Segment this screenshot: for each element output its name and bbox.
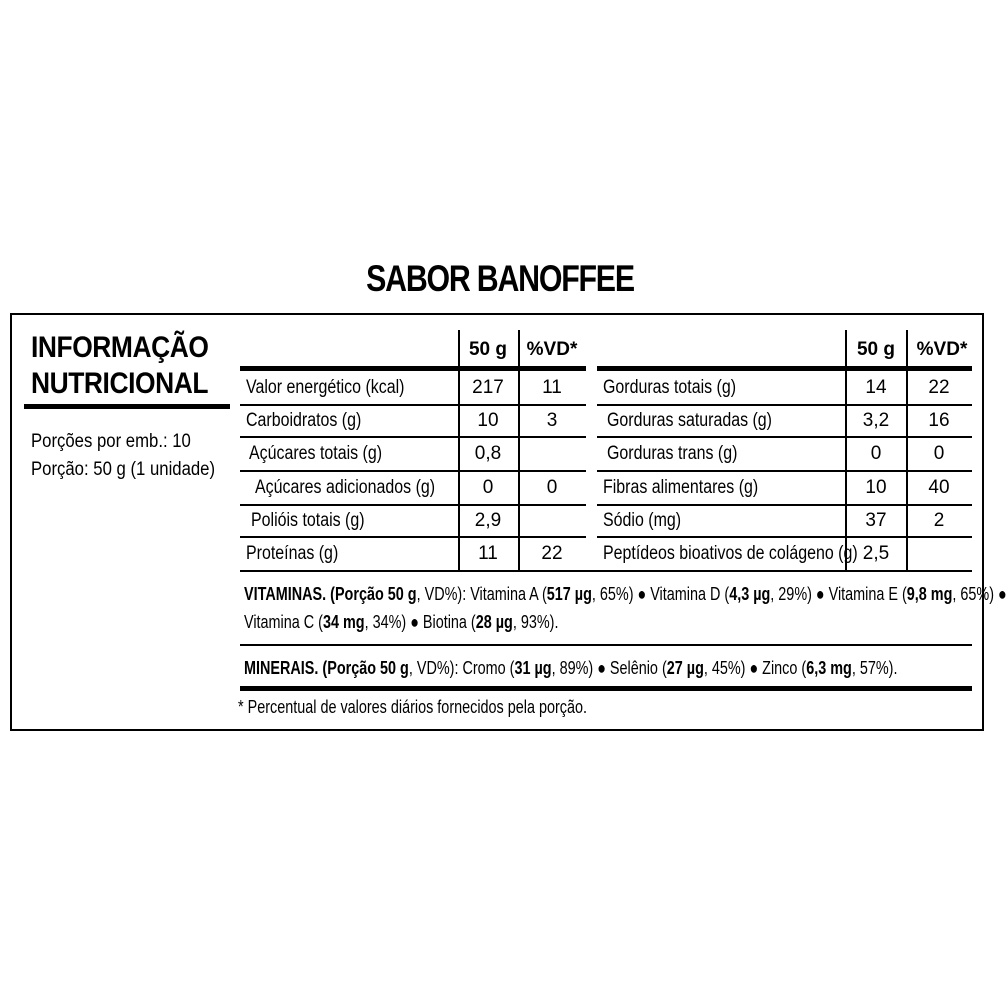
vitamins-text: , 29%) ● Vitamina E ( — [770, 584, 907, 604]
row-label: Polióis totais (g) — [251, 510, 365, 531]
row-qty: 0,8 — [474, 443, 502, 464]
minerals-text: , 45%) ● Zinco ( — [703, 658, 807, 678]
row-qty: 2,5 — [862, 543, 890, 564]
right-header-vd: %VD* — [916, 339, 968, 360]
row-qty: 0 — [870, 443, 882, 464]
right-table-top-rule — [597, 366, 972, 371]
vitamin-a-qty: 517 µg — [546, 584, 592, 604]
row-divider — [240, 436, 586, 438]
flavor-title: SABOR BANOFFEE — [366, 258, 634, 299]
row-divider — [597, 404, 972, 406]
row-vd: 0 — [546, 477, 558, 498]
biotin-qty: 28 µg — [475, 612, 513, 632]
row-label: Açúcares totais (g) — [249, 443, 383, 464]
row-vd: 16 — [928, 410, 950, 431]
row-qty: 14 — [865, 377, 887, 398]
vitamins-line-1 — [244, 580, 1007, 608]
minerals-label: MINERAIS. — [244, 658, 319, 678]
chromium-qty: 31 µg — [514, 658, 552, 678]
row-divider — [597, 536, 972, 538]
row-vd: 40 — [928, 477, 950, 498]
row-divider — [240, 504, 586, 506]
row-qty: 10 — [477, 410, 499, 431]
row-divider — [597, 436, 972, 438]
row-label: Sódio (mg) — [603, 510, 682, 531]
footnote: * Percentual de valores diários fornecidos pela porção. — [238, 697, 588, 717]
column-divider — [518, 330, 520, 571]
left-table-top-rule — [240, 366, 586, 371]
row-divider — [240, 536, 586, 538]
minerals-divider — [240, 686, 972, 691]
servings-per-package: Porções por emb.: 10 — [31, 431, 191, 452]
row-label: Gorduras saturadas (g) — [607, 410, 772, 431]
row-label: Fibras alimentares (g) — [603, 477, 759, 498]
right-header-qty: 50 g — [856, 339, 896, 360]
table-bottom-rule — [240, 570, 972, 572]
zinc-qty: 6,3 mg — [806, 658, 852, 678]
vitamins-text: , 34%) ● Biotina ( — [364, 612, 476, 632]
vitamins-line-2 — [244, 608, 558, 636]
row-qty: 37 — [865, 510, 887, 531]
row-label: Peptídeos bioativos de colágeno (g) — [603, 543, 858, 564]
vitamin-e-qty: 9,8 mg — [906, 584, 953, 604]
row-vd: 0 — [933, 443, 945, 464]
row-label: Carboidratos (g) — [246, 410, 362, 431]
vitamins-text: , VD%): Vitamina A ( — [416, 584, 547, 604]
minerals-text: , VD%): Cromo ( — [408, 658, 515, 678]
row-label: Açúcares adicionados (g) — [255, 477, 436, 498]
title-line-2: NUTRICIONAL — [31, 367, 209, 400]
row-vd: 22 — [541, 543, 563, 564]
row-qty: 2,9 — [474, 510, 502, 531]
serving-size: Porção: 50 g (1 unidade) — [31, 459, 216, 480]
minerals-text: , 57%). — [851, 658, 898, 678]
row-label: Gorduras trans (g) — [607, 443, 738, 464]
vitamins-text: , 93%). — [512, 612, 559, 632]
minerals-portion: (Porção 50 g — [322, 658, 409, 678]
left-header-qty: 50 g — [468, 339, 508, 360]
vitamin-d-qty: 4,3 µg — [729, 584, 771, 604]
row-qty: 3,2 — [862, 410, 890, 431]
row-vd: 22 — [928, 377, 950, 398]
row-label: Valor energético (kcal) — [246, 377, 405, 398]
title-line-1: INFORMAÇÃO — [31, 331, 209, 364]
selenium-qty: 27 µg — [666, 658, 704, 678]
row-label: Gorduras totais (g) — [603, 377, 737, 398]
row-divider — [240, 404, 586, 406]
row-qty: 11 — [478, 543, 498, 564]
vitamins-text: , 65%) ● — [952, 584, 1007, 604]
row-vd: 2 — [933, 510, 945, 531]
minerals-text: , 89%) ● Selênio ( — [551, 658, 667, 678]
row-qty: 217 — [472, 377, 504, 398]
vitamins-label: VITAMINAS. — [244, 584, 327, 604]
vitamins-divider — [240, 644, 972, 646]
minerals-line — [244, 654, 897, 682]
left-header-vd: %VD* — [526, 339, 578, 360]
row-vd: 3 — [546, 410, 558, 431]
vitamin-c-qty: 34 mg — [322, 612, 365, 632]
title-divider — [24, 404, 230, 409]
nutrition-title — [31, 330, 208, 402]
row-vd: 11 — [542, 377, 562, 398]
row-divider — [597, 470, 972, 472]
row-qty: 0 — [482, 477, 494, 498]
vitamins-portion: (Porção 50 g — [330, 584, 417, 604]
vitamins-text: Vitamina C ( — [244, 612, 323, 632]
vitamins-text: , 65%) ● Vitamina D ( — [591, 584, 730, 604]
row-divider — [597, 504, 972, 506]
row-divider — [240, 470, 586, 472]
row-qty: 10 — [865, 477, 887, 498]
row-label: Proteínas (g) — [246, 543, 339, 564]
